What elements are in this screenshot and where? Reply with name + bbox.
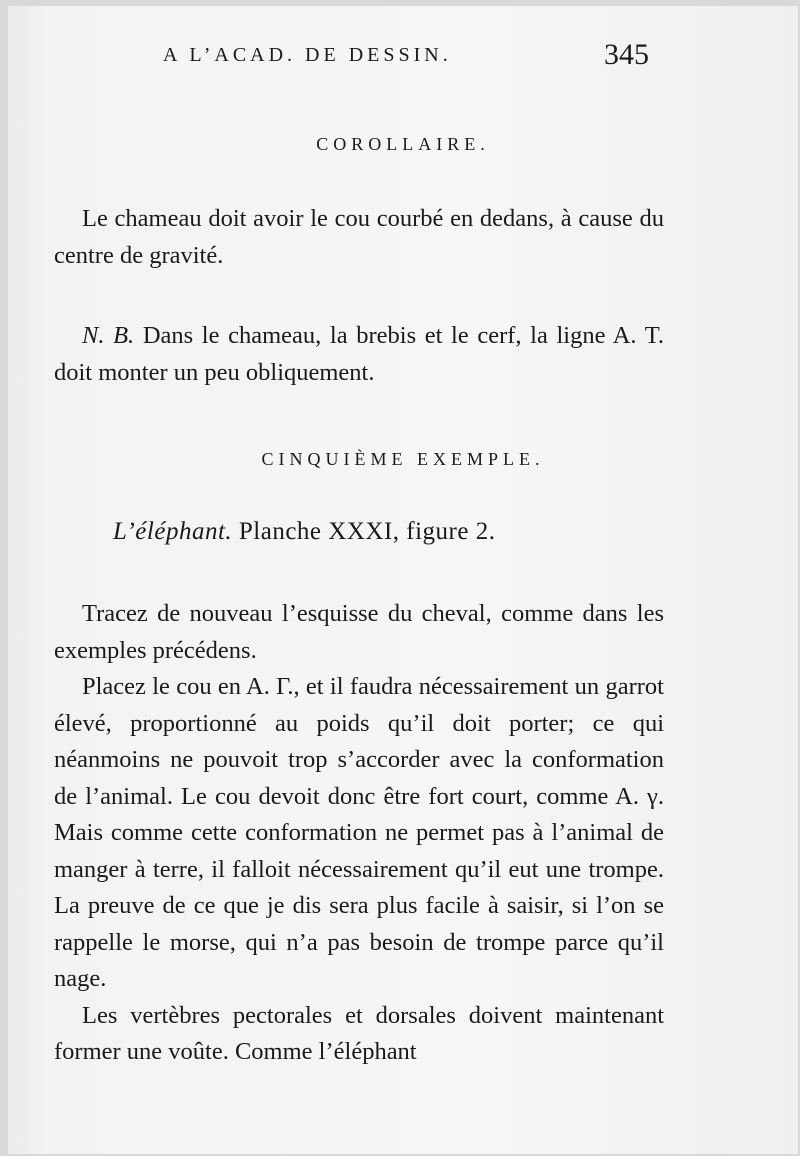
subtitle-animal: L’éléphant. [113,518,233,545]
corollaire-heading: COROLLAIRE. [316,134,490,154]
body-paragraph-2: Placez le cou en A. Γ., et il faudra nécessairement un garrot élevé, proportionné au poids qu’il doit porter; ce qui néanmoins ne pouvoit trop s’accorder avec la conformation de l’animal. Le cou devoit donc être fort court, comme A. γ. Mais comme cette conformation ne permet pas à l’animal de manger à terre, il falloit nécessairement qu’il eut une trompe. La preuve de ce que je dis sera plus facile à saisir, si l’on se rappelle le morse, qui n’a pas besoin de trompe parce qu’il nage. [54,673,664,992]
body-paragraph-1: Tracez de nouveau l’esquisse du cheval, comme dans les exemples précédens. [54,600,664,664]
subtitle-plate: Planche XXXI, figure 2. [238,518,496,545]
example-heading: CINQUIÈME EXEMPLE. [261,449,545,469]
page-header [8,38,798,72]
nota-bene-text: Dans le chameau, la brebis et le cerf, la ligne A. T. doit monter un peu obliquement. [54,322,665,386]
page-number: 345 [604,38,649,71]
corollaire-text-block [54,201,664,274]
example-subtitle [113,518,495,546]
body-text [54,596,664,1071]
corollaire-paragraph: Le chameau doit avoir le cou courbé en dedans, à cause du centre de gravité. [54,205,664,269]
book-page [8,6,798,1154]
nota-bene-label: N. B. [82,322,135,349]
nota-bene-paragraph [54,318,664,391]
nota-bene-block [54,318,664,391]
running-head: A L’ACAD. DE DESSIN. [163,44,452,66]
body-paragraph-3: Les vertèbres pectorales et dorsales doivent maintenant former une voûte. Comme l’éléphant [54,1001,664,1065]
